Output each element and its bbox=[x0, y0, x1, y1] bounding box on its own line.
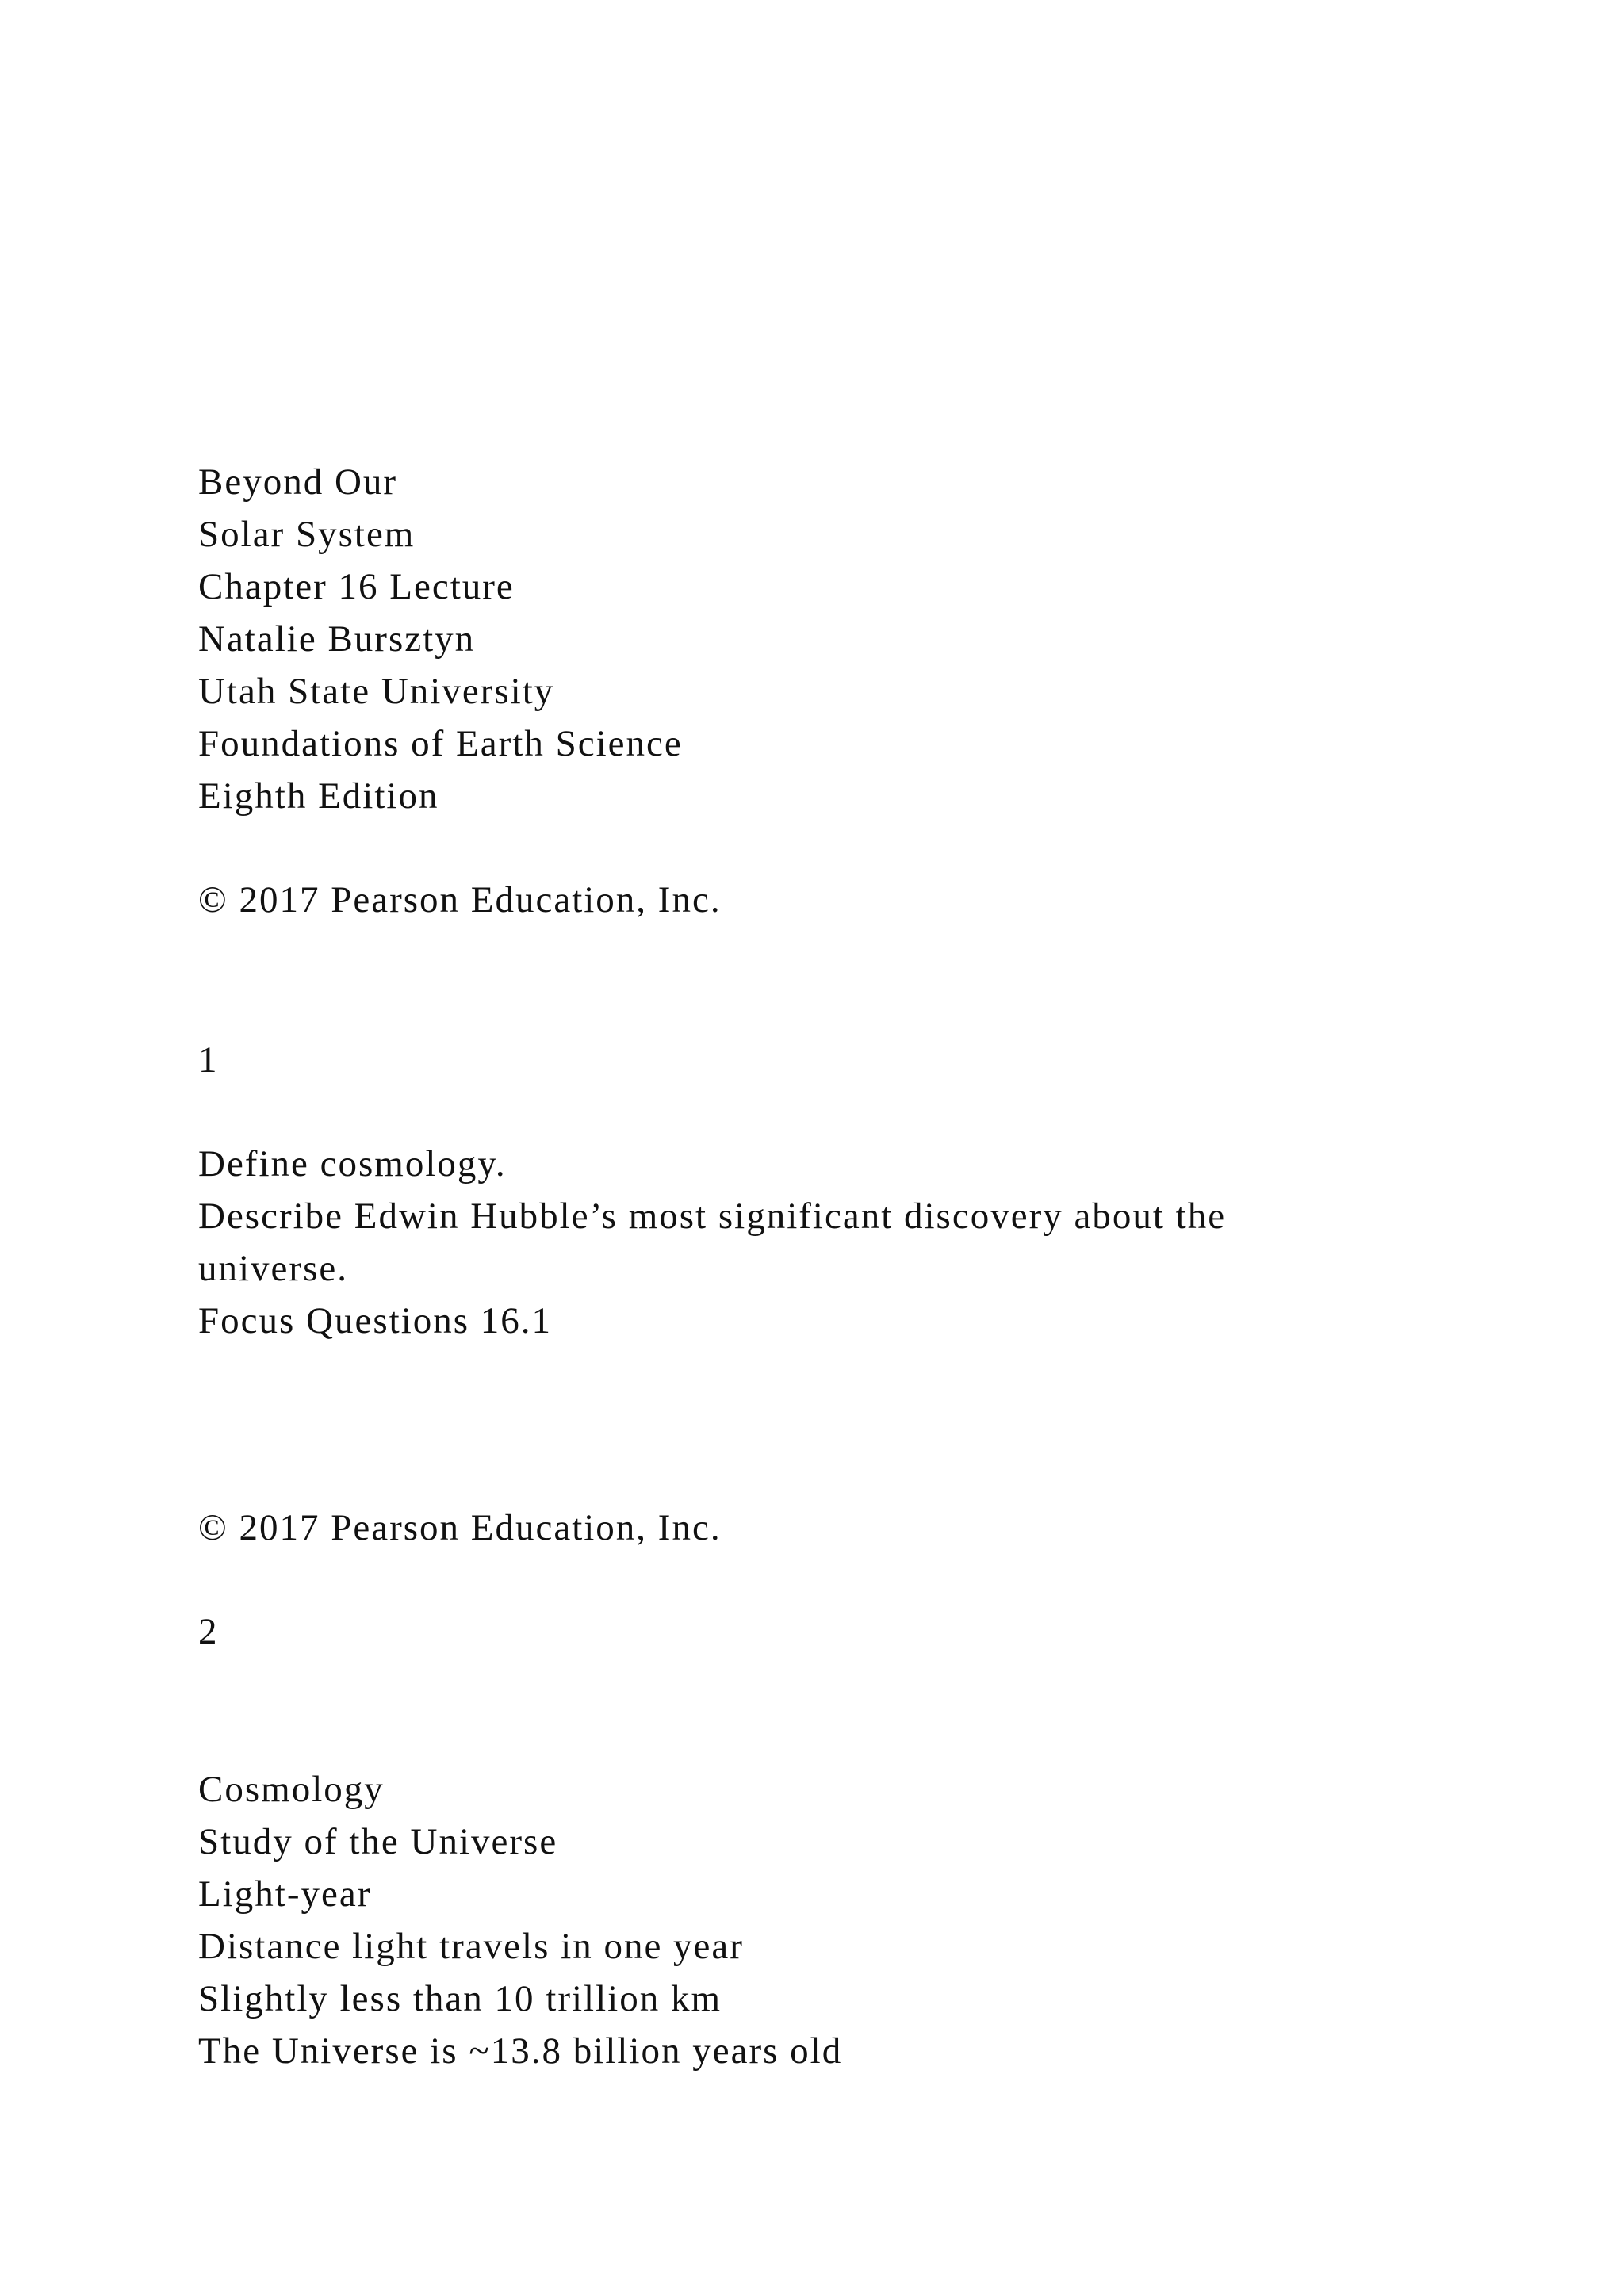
page-number-2: 2 bbox=[198, 1611, 219, 1652]
copyright-1: © 2017 Pearson Education, Inc. bbox=[198, 879, 722, 920]
edition-line: Eighth Edition bbox=[198, 775, 439, 817]
focus-line-3: universe. bbox=[198, 1248, 348, 1289]
cosmology-definition: Study of the Universe bbox=[198, 1821, 558, 1862]
cosmology-heading: Cosmology bbox=[198, 1769, 385, 1810]
universe-age: The Universe is ~13.8 billion years old bbox=[198, 2030, 843, 2072]
copyright-2: © 2017 Pearson Education, Inc. bbox=[198, 1507, 722, 1548]
focus-heading: Focus Questions 16.1 bbox=[198, 1300, 553, 1341]
author-line: Natalie Bursztyn bbox=[198, 618, 476, 660]
book-title-line: Foundations of Earth Science bbox=[198, 723, 683, 764]
page-number-1: 1 bbox=[198, 1039, 219, 1081]
light-year-distance: Slightly less than 10 trillion km bbox=[198, 1978, 722, 2019]
chapter-line: Chapter 16 Lecture bbox=[198, 566, 515, 607]
light-year-definition: Distance light travels in one year bbox=[198, 1926, 744, 1967]
focus-line-1: Define cosmology. bbox=[198, 1143, 507, 1184]
title-line-2: Solar System bbox=[198, 514, 416, 555]
title-line-1: Beyond Our bbox=[198, 461, 398, 503]
focus-line-2: Describe Edwin Hubble’s most significant discovery about the bbox=[198, 1196, 1227, 1237]
light-year-heading: Light-year bbox=[198, 1873, 372, 1915]
institution-line: Utah State University bbox=[198, 671, 555, 712]
